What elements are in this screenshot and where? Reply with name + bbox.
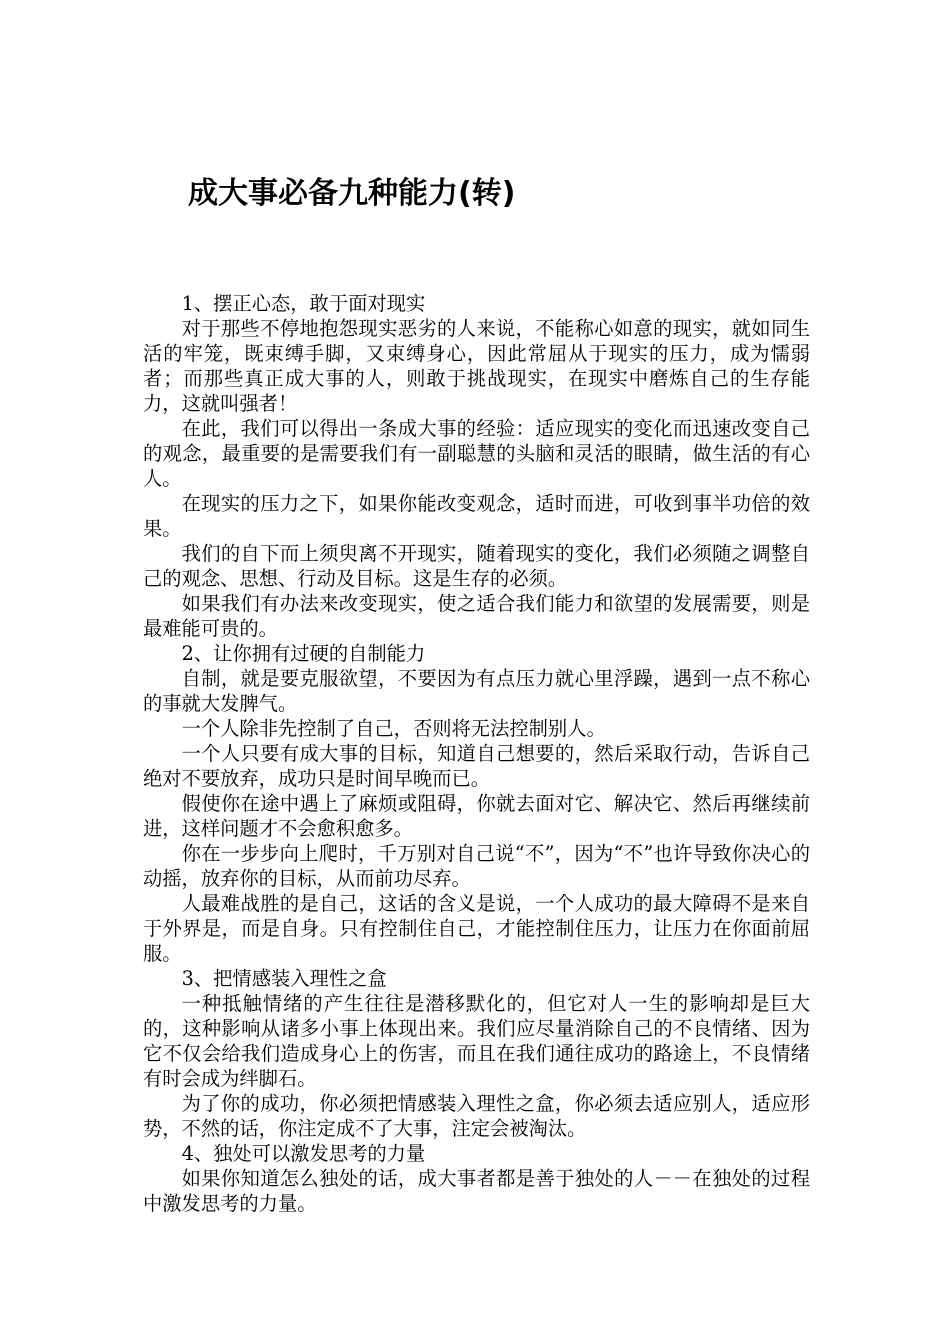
paragraph: 一个人只要有成大事的目标，知道自己想要的，然后采取行动，告诉自己绝对不要放弃，成功只是时间早晚而已。 xyxy=(143,742,810,790)
paragraph: 在此，我们可以得出一条成大事的经验：适应现实的变化而迅速改变自己的观念，最重要的是需要我们有一副聪慧的头脑和灵活的眼睛，做生活的有心人。 xyxy=(143,417,810,490)
paragraph: 对于那些不停地抱怨现实恶劣的人来说，不能称心如意的现实，就如同生活的牢笼，既束缚手脚，又束缚身心，因此常屈从于现实的压力，成为懦弱者；而那些真正成大事的人，则敢于挑战现实，在现实中磨炼自己的生存能力，这就叫强者！ xyxy=(143,317,810,415)
paragraph: 为了你的成功，你必须把情感装入理性之盒，你必须去适应别人，适应形势，不然的话，你注定成不了大事，注定会被淘汰。 xyxy=(143,1092,810,1140)
page-title: 成大事必备九种能力(转) xyxy=(188,176,516,211)
paragraph: 假使你在途中遇上了麻烦或阻碍，你就去面对它、解决它、然后再继续前进，这样问题才不会愈积愈多。 xyxy=(143,792,810,840)
paragraph: 在现实的压力之下，如果你能改变观念，适时而进，可收到事半功倍的效果。 xyxy=(143,492,810,540)
paragraph: 你在一步步向上爬时，千万别对自己说“不”，因为“不”也许导致你决心的动摇，放弃你的目标，从而前功尽弃。 xyxy=(143,842,810,890)
section-heading-1: 1、摆正心态，敢于面对现实 xyxy=(181,292,426,315)
section-heading-2: 2、让你拥有过硬的自制能力 xyxy=(181,642,426,665)
paragraph: 如果你知道怎么独处的话，成大事者都是善于独处的人－－在独处的过程中激发思考的力量。 xyxy=(143,1167,810,1215)
paragraph: 一个人除非先控制了自己，否则将无法控制别人。 xyxy=(181,717,606,740)
paragraph: 我们的自下而上须臾离不开现实，随着现实的变化，我们必须随之调整自己的观念、思想、行动及目标。这是生存的必须。 xyxy=(143,542,810,590)
section-heading-4: 4、独处可以激发思考的力量 xyxy=(181,1142,426,1165)
document-body xyxy=(143,291,810,1216)
section-heading-3: 3、把情感装入理性之盒 xyxy=(181,967,387,990)
paragraph: 一种抵触情绪的产生往往是潜移默化的，但它对人一生的影响却是巨大的，这种影响从诸多小事上体现出来。我们应尽量消除自己的不良情绪、因为它不仅会给我们造成身心上的伤害，而且在我们通往成功的路途上，不良情绪有时会成为绊脚石。 xyxy=(143,992,810,1090)
paragraph: 如果我们有办法来改变现实，使之适合我们能力和欲望的发展需要，则是最难能可贵的。 xyxy=(143,592,810,640)
paragraph: 自制，就是要克服欲望，不要因为有点压力就心里浮躁，遇到一点不称心的事就大发脾气。 xyxy=(143,667,810,715)
paragraph: 人最难战胜的是自己，这话的含义是说，一个人成功的最大障碍不是来自于外界是，而是自身。只有控制住自己，才能控制住压力，让压力在你面前屈服。 xyxy=(143,892,810,965)
